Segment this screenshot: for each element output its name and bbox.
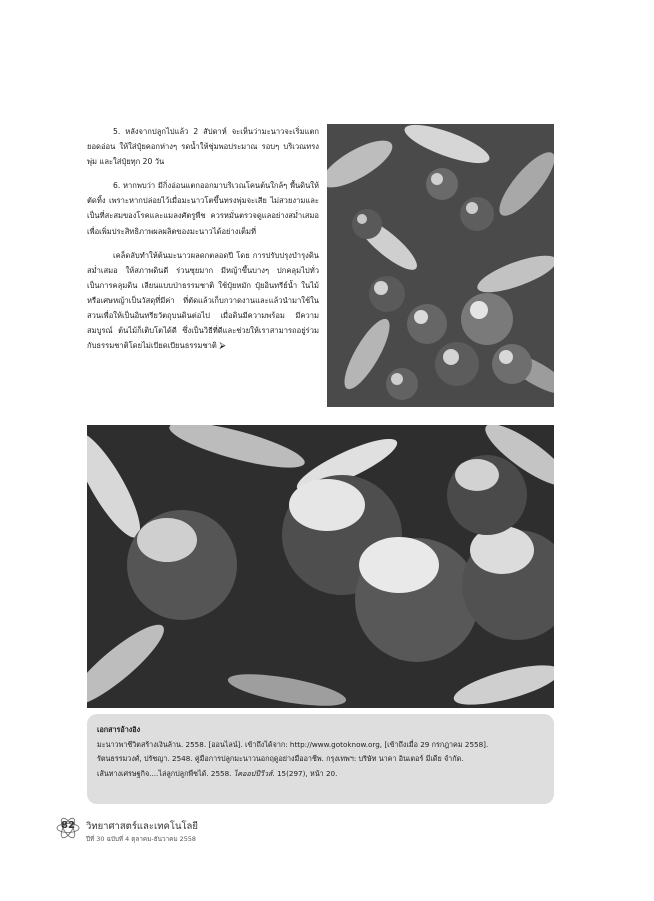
lime-tree-photo-small: [327, 124, 554, 407]
reference-item-2: รัตนธรรมวงศ์, ปรัชญา. 2548. คู่มือการปลูกมะนาวนอกฤดูอย่างมืออาชีพ. กรุงเทพฯ: บริษัท นาคา อินเตอร์ มีเดีย จำกัด.: [97, 754, 464, 763]
paragraph-step-5: 5. หลังจากปลูกไปแล้ว 2 สัปดาห์ จะเห็นว่ามะนาวจะเริ่มแตกยอดอ่อน ให้ใส่ปุ๋ยคอกห่างๆ รดน้ำให้ชุ่มพอประมาณ รอบๆ บริเวณทรงพุ่ม และใส่ปุ๋ยทุก 20 วัน: [87, 127, 319, 167]
page-number: 82: [61, 820, 75, 831]
page-footer: [56, 816, 356, 848]
references-title: เอกสารอ้างอิง: [97, 725, 141, 734]
paragraph-step-6: 6. หากพบว่า มีกิ่งอ่อนแตกออกมาบริเวณโคนต้นใกล้ๆ พื้นดินให้ตัดทิ้ง เพราะหากปล่อยไว้เมื่อมะนาวโตขึ้นทรงพุ่มจะเสีย ไม่สวยงามและเป็นที่สะสมของโรคและแมลงศัตรูพืช ควรหมั่นตรวจดูแลอย่างสม่ำเสมอ เพื่อเพิ่มประสิทธิภาพผลผลิตของมะนาวได้อย่างเต็มที่: [87, 181, 319, 236]
reference-item-3-journal: ไคออปปีวีวส์: [233, 768, 273, 778]
reference-item-3-main: เส้นทางเศรษฐกิจ....ไล่ลูกปลูกพืชได้. 2558.: [97, 768, 234, 778]
end-arrow-icon: ⮚: [219, 341, 226, 352]
references-box: [87, 714, 554, 804]
article-text-column: [87, 124, 319, 363]
reference-item-1: มะนาวพาชีวิตสร้างเงินล้าน. 2558. [ออนไลน์]. เข้าถึงได้จาก: http://www.gotoknow.org, [เข้าถึงเมื่อ 29 กรกฎาคม 2558].: [97, 739, 489, 749]
lime-fruit-photo-large: [87, 425, 554, 708]
reference-item-3: [97, 767, 544, 782]
journal-issue: ปีที่ 30 ฉบับที่ 4 ตุลาคม-ธันวาคม 2558: [86, 835, 196, 843]
paragraph-tip-text: เคล็ดลับทำให้ต้นมะนาวผลดกตลอดปี โดย การปรับปรุงบำรุงดินสม่ำเสมอ ให้สภาพดินดี ร่วนซุยมาก มีหญ้าขึ้นบางๆ ปกคลุมไปทั่ว เป็นการคลุมดิน เลียนแบบป่าธรรมชาติ ใช้ปุ๋ยหมัก ปุ๋ยอินทรีย์น้ำ ในไม้หรือเศษหญ้าเป็นวัสดุที่มีค่า ที่ตัดแล้วเก็บกวาดงานและแล้วนำมาใช้ในสวนเพื่อให้เป็นอินทรียวัตถุบนดินต่อไป เมื่อดินมีความพร้อม มีความสมบูรณ์ ต้นไม้ก็เติบโตได้ดี ซึ่งเป็นวิธีที่ดีและช่วยให้เราสามารถอยู่ร่วมกับธรรมชาติโดยไม่เบียดเบียนธรรมชาติ: [87, 250, 319, 351]
journal-title: วิทยาศาสตร์และเทคโนโลยี: [86, 821, 198, 832]
page-number-badge: [56, 816, 78, 838]
reference-item-3-tail: . 15(297), หน้า 20.: [272, 768, 338, 778]
paragraph-tip: [87, 248, 319, 355]
